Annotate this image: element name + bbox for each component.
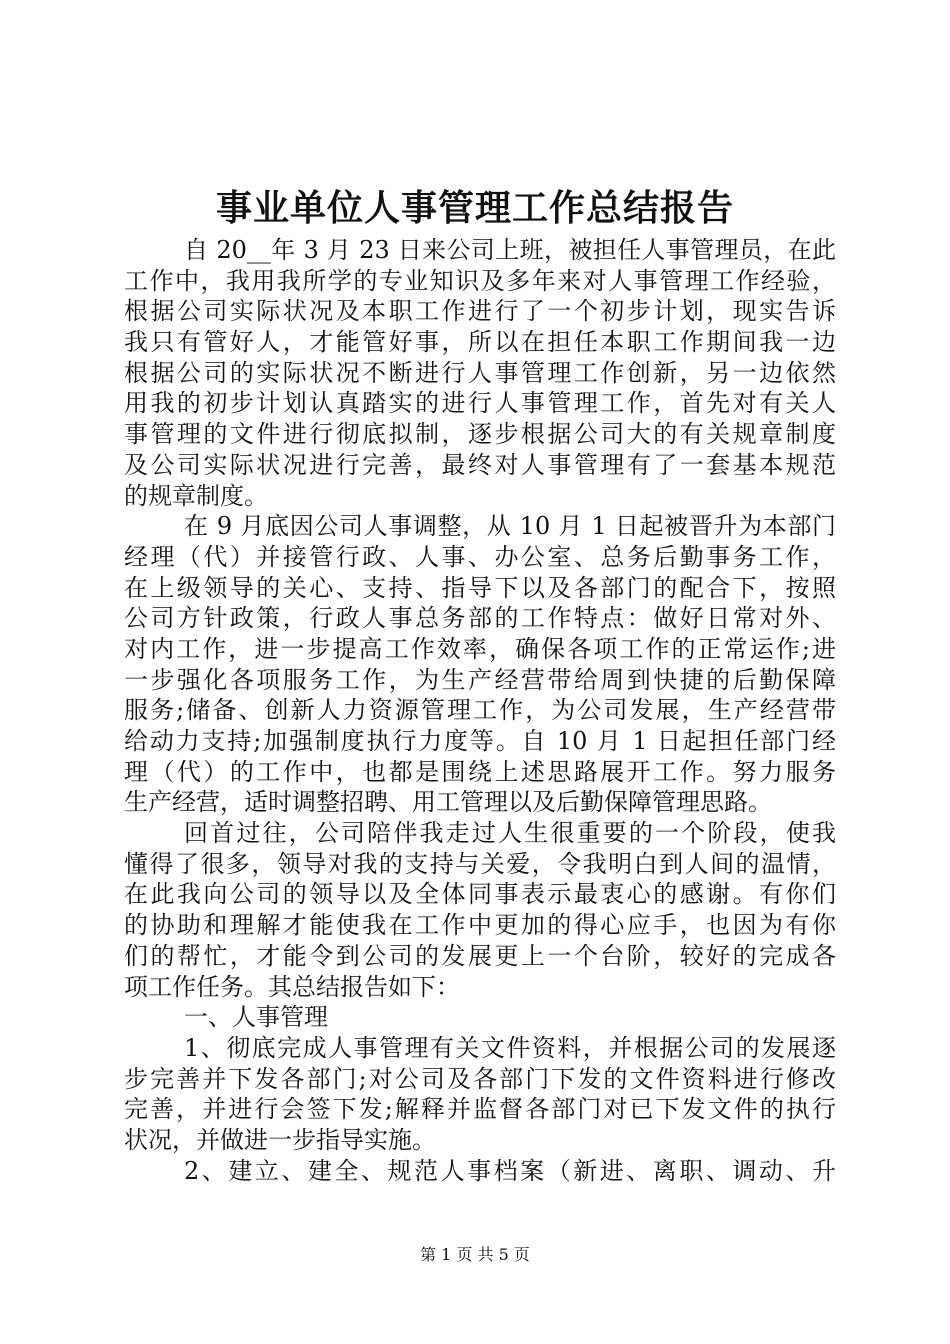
text-line: 工作中，我用我所学的专业知识及多年来对人事管理工作经验， <box>124 266 836 295</box>
text-line: 项工作任务。其总结报告如下： <box>124 972 460 1001</box>
text-line: 的协助和理解才能使我在工作中更加的得心应手，也因为有你 <box>124 911 836 940</box>
text-line: 理（代）的工作中，也都是围绕上述思路展开工作。努力服务 <box>124 757 836 786</box>
text-line: 给动力支持;加强制度执行力度等。自 10 月 1 日起担任部门经 <box>124 727 836 755</box>
text-line: 根据公司实际状况及本职工作进行了一个初步计划，现实告诉 <box>124 297 836 326</box>
text-line: 状况，并做进一步指导实施。 <box>124 1125 436 1154</box>
text-line: 2、建立、建全、规范人事档案（新进、离职、调动、升 <box>184 1156 836 1185</box>
text-line: 服务;储备、创新人力资源管理工作，为公司发展，生产经营带 <box>124 696 836 725</box>
document-body <box>124 235 836 1186</box>
text-line: 1、彻底完成人事管理有关文件资料，并根据公司的发展逐 <box>184 1033 836 1062</box>
text-line: 懂得了很多，领导对我的支持与关爱，令我明白到人间的温情， <box>124 849 836 878</box>
text-line: 及公司实际状况进行完善，最终对人事管理有了一套基本规范 <box>124 450 836 479</box>
document-title: 事业单位人事管理工作总结报告 <box>215 187 734 229</box>
text-line: 根据公司的实际状况不断进行人事管理工作创新，另一边依然 <box>124 358 836 387</box>
text-line: 对内工作，进一步提高工作效率，确保各项工作的正常运作;进 <box>124 634 836 663</box>
text-line: 一、人事管理 <box>184 1003 328 1032</box>
text-line: 的规章制度。 <box>124 481 268 510</box>
text-line: 自 20__年 3 月 23 日来公司上班，被担任人事管理员，在此 <box>184 236 836 264</box>
text-line: 完善，并进行会签下发;解释并监督各部门对已下发文件的执行 <box>124 1095 836 1124</box>
text-line: 在此我向公司的领导以及全体同事表示最衷心的感谢。有你们 <box>124 880 836 909</box>
text-line: 回首过往，公司陪伴我走过人生很重要的一个阶段，使我 <box>184 819 836 848</box>
text-line: 步完善并下发各部门;对公司及各部门下发的文件资料进行修改 <box>124 1064 836 1093</box>
text-line: 生产经营，适时调整招聘、用工管理以及后勤保障管理思路。 <box>124 788 772 817</box>
page-footer: 第 1 页 共 5 页 <box>420 1245 530 1264</box>
text-line: 用我的初步计划认真踏实的进行人事管理工作，首先对有关人 <box>124 389 836 418</box>
text-line: 们的帮忙，才能令到公司的发展更上一个台阶，较好的完成各 <box>124 941 836 970</box>
text-line: 事管理的文件进行彻底拟制，逐步根据公司大的有关规章制度 <box>124 420 836 449</box>
text-line: 经理（代）并接管行政、人事、办公室、总务后勤事务工作， <box>124 542 836 571</box>
text-line: 我只有管好人，才能管好事，所以在担任本职工作期间我一边 <box>124 328 836 357</box>
text-line: 一步强化各项服务工作，为生产经营带给周到快捷的后勤保障 <box>124 665 836 694</box>
text-line: 在 9 月底因公司人事调整，从 10 月 1 日起被晋升为本部门 <box>184 512 836 541</box>
text-line: 公司方针政策，行政人事总务部的工作特点：做好日常对外、 <box>124 604 836 633</box>
text-line: 在上级领导的关心、支持、指导下以及各部门的配合下，按照 <box>124 573 836 602</box>
